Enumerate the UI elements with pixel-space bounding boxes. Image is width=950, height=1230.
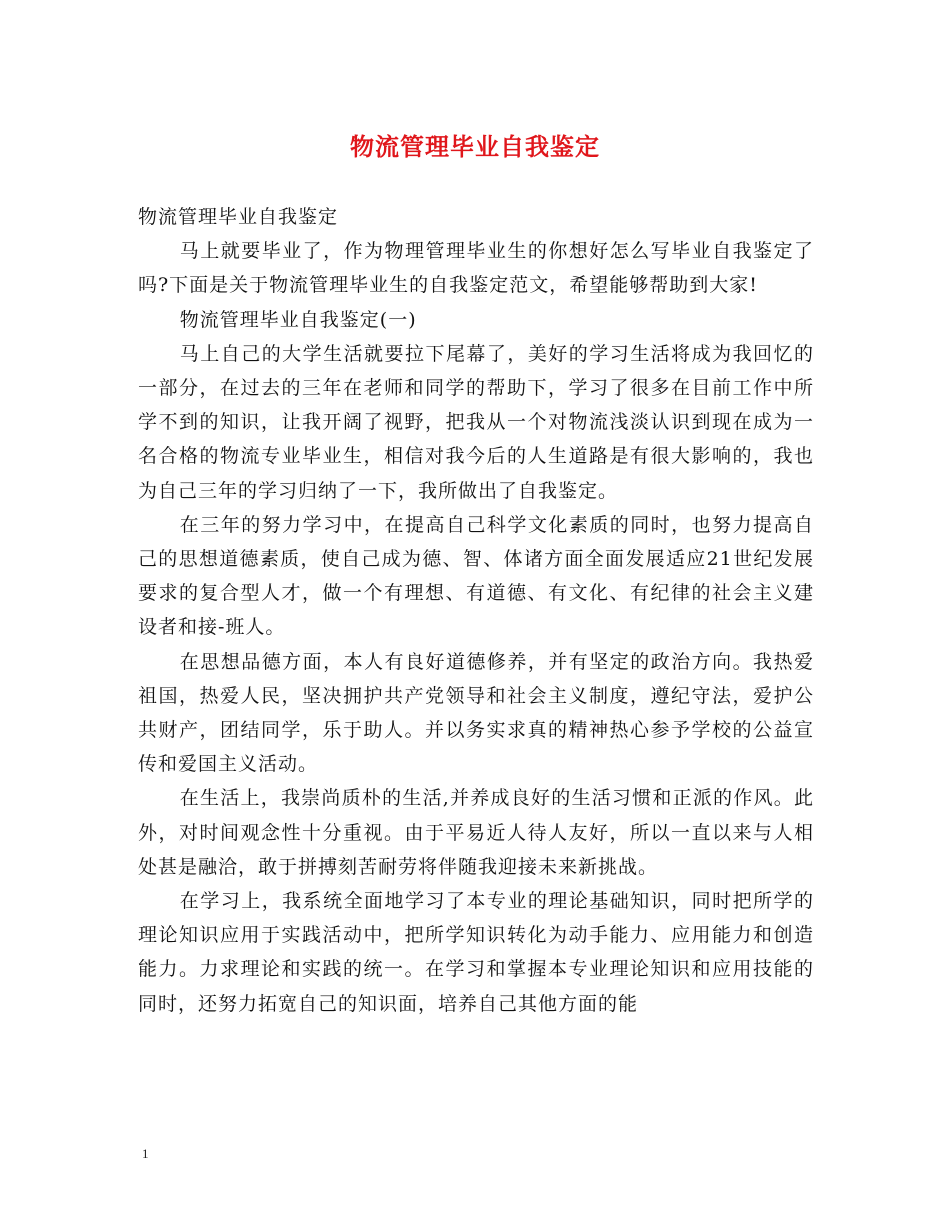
body-paragraph: 在学习上，我系统全面地学习了本专业的理论基础知识，同时把所学的理论知识应用于实践活动中，把所学知识转化为动手能力、应用能力和创造能力。力求理论和实践的统一。在学习和掌握本专业理论知识和应用技能的同时，还努力拓宽自己的知识面，培养自己其他方面的能: [138, 890, 814, 1015]
document-body: [138, 200, 814, 1021]
document-title: 物流管理毕业自我鉴定: [350, 132, 600, 161]
body-paragraph: 在生活上，我崇尚质朴的生活,并养成良好的生活习惯和正派的作风。此外，对时间观念性十分重视。由于平易近人待人友好，所以一直以来与人相处甚是融洽，敢于拼搏刻苦耐劳将伴随我迎接未来新挑战。: [138, 787, 814, 878]
body-paragraph: 在思想品德方面，本人有良好道德修养，并有坚定的政治方向。我热爱祖国，热爱人民，坚决拥护共产党领导和社会主义制度，遵纪守法，爱护公共财产，团结同学，乐于助人。并以务实求真的精神热心参予学校的公益宣传和爱国主义活动。: [138, 650, 814, 776]
intro-paragraph: 马上就要毕业了，作为物理管理毕业生的你想好怎么写毕业自我鉴定了吗?下面是关于物流管理毕业生的自我鉴定范文，希望能够帮助到大家!: [138, 240, 814, 297]
page-number: 1: [142, 1146, 149, 1161]
subtitle-paragraph: 物流管理毕业自我鉴定: [138, 206, 339, 228]
body-paragraph: 在三年的努力学习中，在提高自己科学文化素质的同时，也努力提高自己的思想道德素质，使自己成为德、智、体诸方面全面发展适应21世纪发展要求的复合型人才，做一个有理想、有道德、有文化、有纪律的社会主义建设者和接-班人。: [138, 513, 814, 639]
body-paragraph: 马上自己的大学生活就要拉下尾幕了，美好的学习生活将成为我回忆的一部分，在过去的三年在老师和同学的帮助下，学习了很多在目前工作中所学不到的知识，让我开阔了视野，把我从一个对物流浅淡认识到现在成为一名合格的物流专业毕业生，相信对我今后的人生道路是有很大影响的，我也为自己三年的学习归纳了一下，我所做出了自我鉴定。: [138, 342, 814, 502]
section-heading: 物流管理毕业自我鉴定(一): [179, 308, 417, 331]
